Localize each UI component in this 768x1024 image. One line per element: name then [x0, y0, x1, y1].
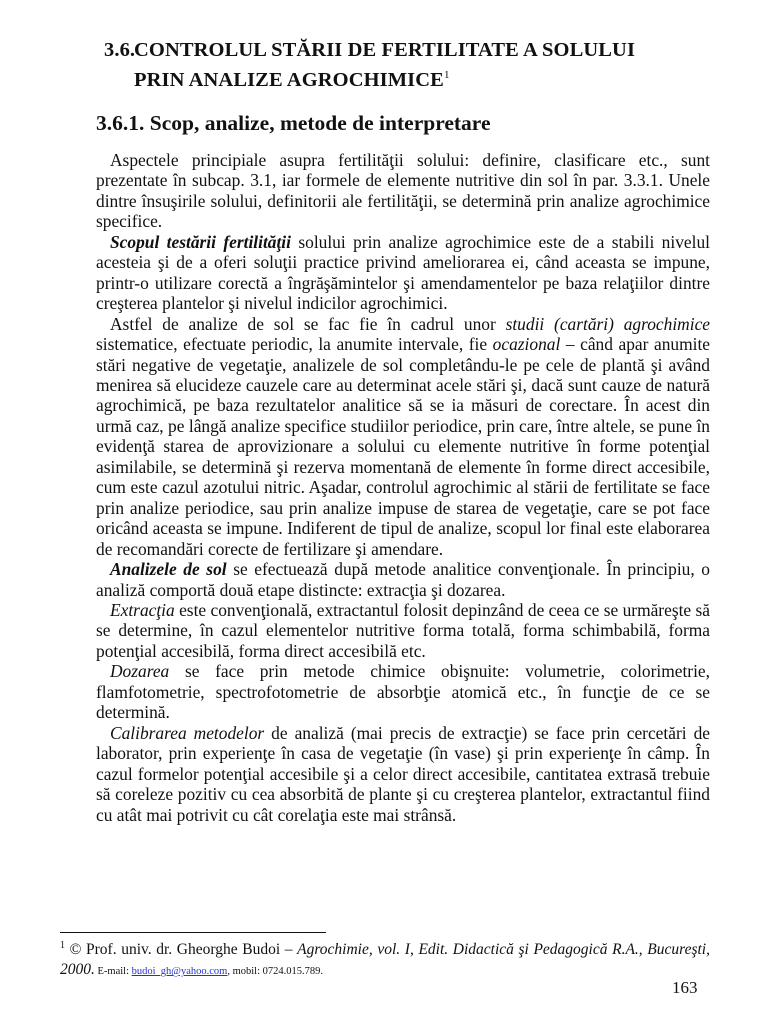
section-title-line2: PRIN ANALIZE AGROCHIMICE: [134, 68, 444, 91]
footnote-email-link[interactable]: budoi_gh@yahoo.com: [131, 966, 228, 978]
emphasis-term: Extracţia: [110, 599, 175, 620]
paragraph-6: Dozarea se face prin metode chimice obişnuite: volumetrie, colorimetrie, flamfotometrie, spectrofotometrie de absorbţie atomică etc., în funcţie de ce se determină.: [96, 661, 710, 723]
body-text: [96, 150, 710, 825]
emphasis-term: studii (cartări) agrochimice: [505, 313, 711, 334]
section-title-line1: CONTROLUL STĂRII DE FERTILITATE A SOLULUI: [134, 39, 636, 61]
emphasis-term: Calibrarea metodelor: [110, 722, 265, 743]
section-number: 3.6.: [104, 39, 136, 61]
emphasis-term: ocazional: [492, 334, 561, 355]
paragraph-2: Scopul testării fertilităţii solului prin analize agrochimice este de a stabili nivelul acesteia şi de a oferi soluţii practice privind ameliorarea ei, când aceasta se impune, printr-o utilizare corectă a îngrăşămintelor şi amendamentelor pe baza relaţiilor dintre creşterea plantelor şi nivelul indicilor agrochimici.: [96, 231, 710, 314]
footnote-work: Agrochimie, vol. I, Edit. Didactică şi Pedagogică R.A., Bucureşti, 2000.: [60, 941, 710, 979]
paragraph-5: Extracţia este convenţională, extractantul folosit depinzând de ceea ce se urmăreşte să se determine, în cazul elementelor nutritive forma totală, forma schimbabilă, forma potenţial accesibilă, forma direct accesibilă etc.: [96, 599, 710, 661]
footnote-mark: 1: [60, 940, 65, 951]
footnote-phone: , mobil: 0724.015.789.: [227, 966, 323, 978]
footnote-divider: [60, 932, 326, 933]
page-number: 163: [672, 978, 698, 997]
paragraph-3: Astfel de analize de sol se fac fie în cadrul unor studii (cartări) agrochimice sistematice, efectuate periodic, la anumite intervale, fie ocazional – când apar anumite stări negative de vegetaţie, analizele de sol completându-le pe cele de plantă şi având menirea să elucideze cauzele care au determinat acele stări şi, dacă sunt cauze de natură agrochimică, pe baza rezultatelor analitice să se ia măsuri de corectare. În acest din urmă caz, pe lângă analize specifice studiilor periodice, prin care, între altele, se pune în evidenţă starea de aprovizionare a solului cu elemente nutritive în forme potenţial asimilabile, se determină şi rezerva momentană de elemente în forme direct accesibile, cum este cazul azotului nitric. Aşadar, controlul agrochimic al stării de fertilitate se face prin analize periodice, sau prin analize impuse de starea de vegetaţie, care se pot face oricând aceasta se impune. Indiferent de tipul de analize, scopul lor final este elaborarea de recomandări corecte de fertilizare şi amendare.: [96, 313, 711, 559]
paragraph-1: Aspectele principiale asupra fertilităţii solului: definire, clasificare etc., sunt prezentate în subcap. 3.1, iar formele de elemente nutritive din sol în par. 3.3.1. Unele dintre însuşirile solului, definitorii ale fertilităţii, se determină prin analize agrochimice specifice.: [96, 150, 710, 232]
footnote: [60, 936, 710, 982]
emphasis-term: Dozarea: [110, 661, 170, 682]
footnote-author: © Prof. univ. dr. Gheorghe Budoi –: [65, 941, 298, 959]
paragraph-4: Analizele de sol se efectuează după metode analitice convenţionale. În principiu, o analiză comportă două etape distincte: extracţia şi dozarea.: [96, 559, 710, 600]
footnote-email-label: E-mail:: [94, 966, 132, 978]
footnote-reference[interactable]: 1: [443, 69, 450, 81]
emphasis-term: Scopul testării fertilităţii: [110, 231, 291, 252]
section-heading: [104, 38, 704, 93]
subsection-heading: 3.6.1. Scop, analize, metode de interpretare: [96, 111, 491, 135]
emphasis-term: Analizele de sol: [110, 559, 227, 580]
paragraph-7: Calibrarea metodelor de analiză (mai precis de extracţie) se face prin cercetări de laborator, prin experienţe în casa de vegetaţie (în vase) şi prin experienţe în câmp. În cazul formelor potenţial accesibile şi a celor direct accesibile, cantitatea extrasă trebuie să coreleze pozitiv cu cea absorbită de plante şi cu creşterea plantelor, extractantul fiind cu atât mai potrivit cu cât corelaţia este mai strânsă.: [96, 722, 710, 825]
